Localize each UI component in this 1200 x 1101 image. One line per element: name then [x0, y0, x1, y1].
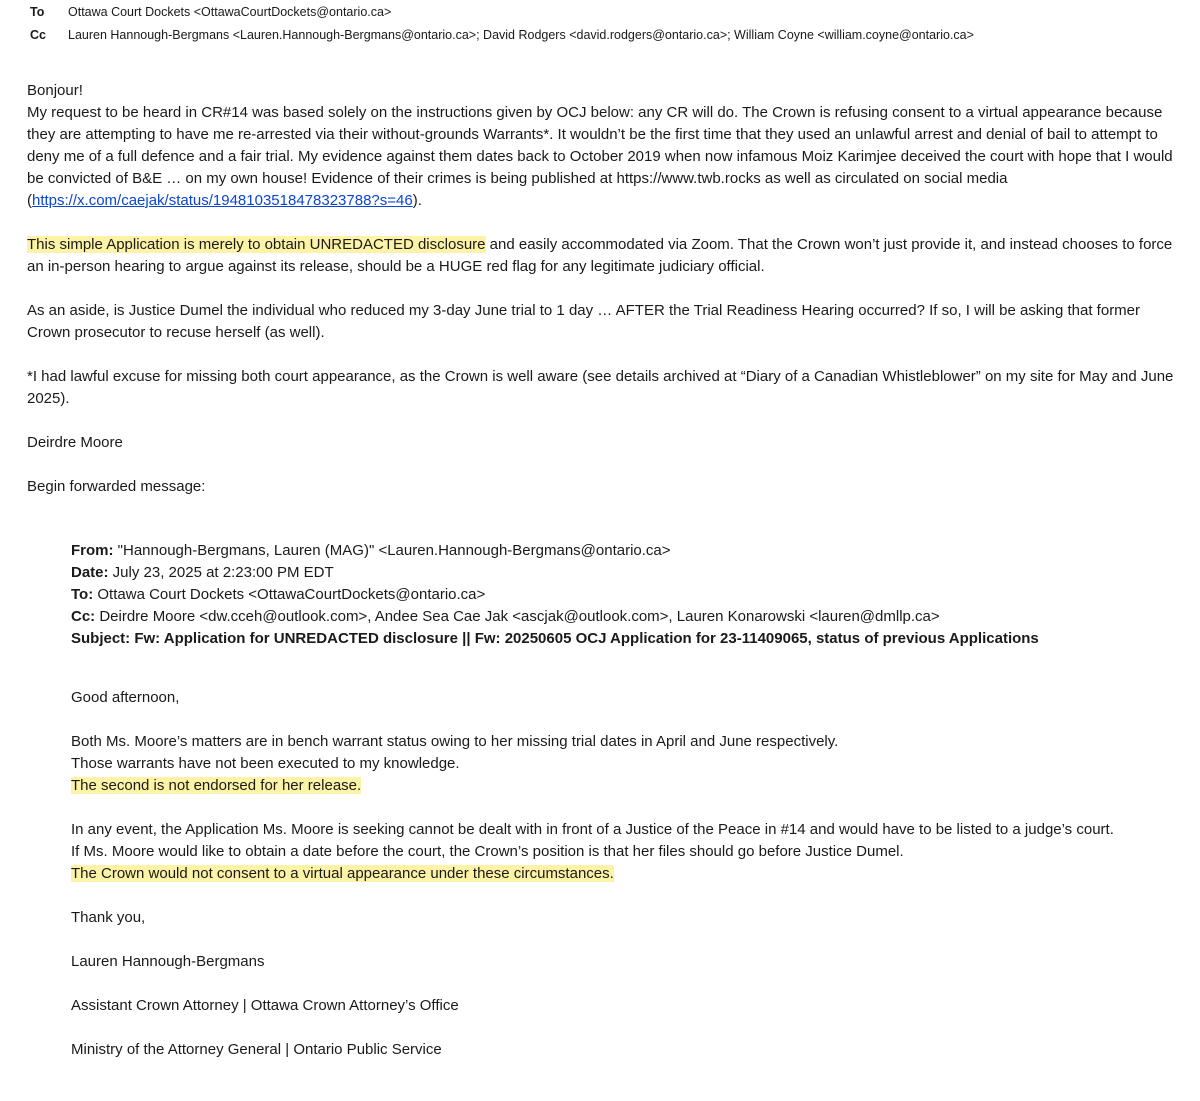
fwd-line-6 — [71, 863, 1181, 885]
cc-label: Cc — [30, 28, 46, 42]
fwd-sig-org: Ministry of the Attorney General | Ontario Public Service — [71, 1041, 442, 1058]
fwd-date — [71, 562, 1181, 584]
fwd-greeting: Good afternoon, — [71, 689, 180, 706]
fwd-line-1: Both Ms. Moore’s matters are in bench warrant status owing to her missing trial dates in April and June respectively. — [71, 733, 839, 750]
greeting: Bonjour! — [27, 82, 83, 99]
message-body — [27, 80, 1187, 498]
fwd-from-label: From: — [71, 542, 114, 559]
fwd-line-5: If Ms. Moore would like to obtain a date before the court, the Crown’s position is that her files should go before Justice Dumel. — [71, 843, 904, 860]
fwd-to-label: To: — [71, 586, 94, 603]
fwd-date-label: Date: — [71, 564, 109, 581]
paragraph-1-end: ). — [412, 192, 422, 209]
to-label: To — [30, 5, 45, 19]
paragraph-1 — [27, 102, 1187, 212]
fwd-line-4: In any event, the Application Ms. Moore is seeking cannot be dealt with in front of a Justice of the Peace in #14 and would have to be listed to a judge’s court. — [71, 821, 1114, 838]
fwd-from-value: "Hannough-Bergmans, Lauren (MAG)" <Lauren.Hannough-Bergmans@ontario.ca> — [113, 542, 671, 559]
fwd-sig-title: Assistant Crown Attorney | Ottawa Crown Attorney’s Office — [71, 997, 459, 1014]
fwd-to-value: Ottawa Court Dockets <OttawaCourtDockets@ontario.ca> — [93, 586, 486, 603]
fwd-date-value: July 23, 2025 at 2:23:00 PM EDT — [108, 564, 334, 581]
forwarded-message — [71, 540, 1181, 1061]
fwd-thanks: Thank you, — [71, 909, 146, 926]
paragraph-2 — [27, 234, 1187, 278]
fwd-sig-name: Lauren Hannough-Bergmans — [71, 953, 265, 970]
to-recipients: Ottawa Court Dockets <OttawaCourtDockets@ontario.ca> — [68, 5, 392, 19]
signature: Deirdre Moore — [27, 434, 123, 451]
fwd-from — [71, 540, 1181, 562]
highlight-disclosure: This simple Application is merely to obtain UNREDACTED disclosure — [27, 236, 486, 253]
social-media-link[interactable]: https://x.com/caejak/status/1948103518478323788?s=46 — [32, 192, 413, 209]
cc-header — [30, 27, 974, 43]
fwd-cc-label: Cc: — [71, 608, 96, 625]
fwd-cc-value: Deirdre Moore <dw.cceh@outlook.com>, Andee Sea Cae Jak <ascjak@outlook.com>, Lauren Konarowski <lauren@dmllp.ca> — [95, 608, 940, 625]
fwd-to — [71, 584, 1181, 606]
paragraph-1-text: My request to be heard in CR#14 was based solely on the instructions given by OCJ below: any CR will do. The Crown is refusing consent to a virtual appearance because they are attempting to have me re-arrested via their without-grounds Warrants*. It wouldn’t be the first time that they used an unlawful arrest and denial of bail to attempt to deny me of a full defence and a fair trial. My evidence against them dates back to October 2019 when now infamous Moiz Karimjee deceived the court with hope that I would be convicted of B&E … on my own house! Evidence of their crimes is being published at https://www.twb.rocks as well as circulated on social media ( — [27, 104, 1173, 209]
paragraph-3: As an aside, is Justice Dumel the individual who reduced my 3-day June trial to 1 day … AFTER the Trial Readiness Hearing occurred? If so, I will be asking that former Crown prosecutor to recuse herself (as well). — [27, 302, 1141, 341]
fwd-line-3 — [71, 775, 1181, 797]
fwd-cc — [71, 606, 1181, 628]
fwd-subject: Subject: Fw: Application for UNREDACTED disclosure || Fw: 20250605 OCJ Application for 23-11409065, status of previous Applications — [71, 630, 1039, 647]
cc-recipients: Lauren Hannough-Bergmans <Lauren.Hannough-Bergmans@ontario.ca>; David Rodgers <david.rodgers@ontario.ca>; William Coyne <william.coyne@ontario.ca> — [68, 28, 974, 42]
fwd-line-2: Those warrants have not been executed to my knowledge. — [71, 755, 460, 772]
forward-intro: Begin forwarded message: — [27, 478, 206, 495]
paragraph-4: *I had lawful excuse for missing both court appearance, as the Crown is well aware (see details archived at “Diary of a Canadian Whistleblower” on my site for May and June 2025). — [27, 368, 1174, 407]
highlight-release: The second is not endorsed for her release. — [71, 777, 362, 794]
paragraph-2-rest: and easily accommodated via Zoom. That the Crown won’t just provide it, and instead chooses to force an in-person hearing to argue against its release, should be a HUGE red flag for any legitimate judiciary official. — [27, 236, 1173, 275]
to-header — [30, 4, 391, 20]
highlight-virtual: The Crown would not consent to a virtual appearance under these circumstances. — [71, 865, 614, 882]
